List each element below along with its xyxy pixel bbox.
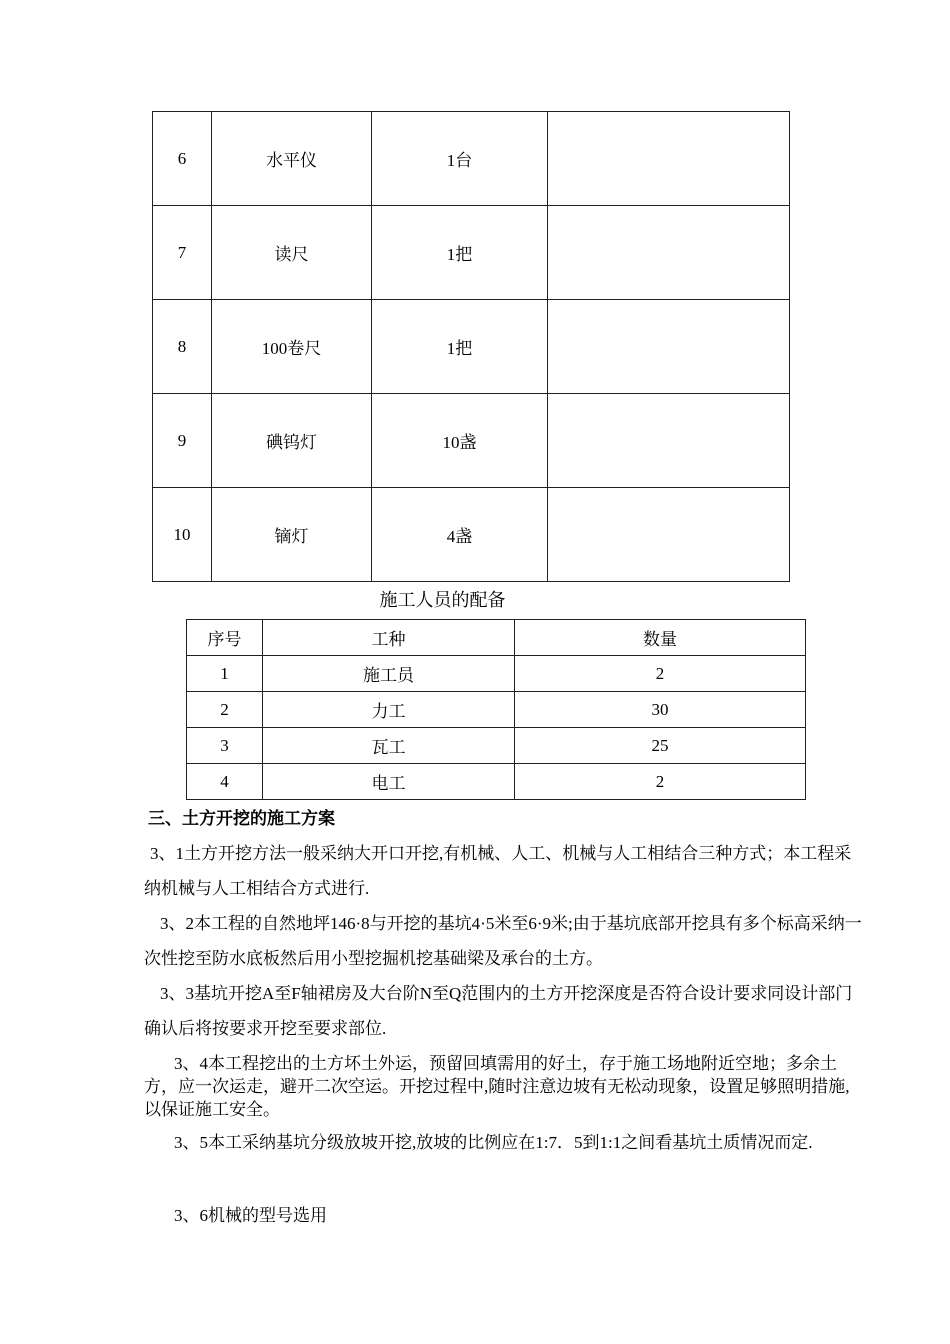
staff-type: 施工员 [263, 656, 515, 692]
staff-no: 3 [187, 728, 263, 764]
table-row [153, 394, 790, 488]
table-row [187, 692, 806, 728]
table-row [187, 656, 806, 692]
staff-qty: 2 [515, 764, 806, 800]
paragraph-3-6: 3、6机械的型号选用 [174, 1206, 327, 1225]
equipment-no: 7 [153, 206, 212, 300]
staff-type: 电工 [263, 764, 515, 800]
equipment-note [548, 488, 790, 582]
equipment-name: 镝灯 [212, 488, 372, 582]
equipment-no: 10 [153, 488, 212, 582]
equipment-name: 读尺 [212, 206, 372, 300]
equipment-note [548, 394, 790, 488]
table-row [187, 764, 806, 800]
table-header-row [187, 620, 806, 656]
column-header-qty: 数量 [515, 620, 806, 656]
paragraph-3-1: 3、1土方开挖方法一般采纳大开口开挖,有机械、人工、机械与人工相结合三种方式；本工程采纳机械与人工相结合方式进行. [144, 844, 852, 898]
paragraph-3-5: 3、5本工采纳基坑分级放坡开挖,放坡的比例应在1:7．5到1:1之间看基坑土质情况而定. [174, 1133, 813, 1152]
equipment-table [152, 111, 790, 582]
equipment-qty: 1把 [372, 300, 548, 394]
equipment-no: 6 [153, 112, 212, 206]
staff-no: 1 [187, 656, 263, 692]
equipment-name: 100卷尺 [212, 300, 372, 394]
column-header-no: 序号 [187, 620, 263, 656]
equipment-note [548, 112, 790, 206]
paragraph-3-4: 3、4本工程挖出的土方坏土外运，预留回填需用的好土，存于施工场地附近空地；多余土方，应一次运走，避开二次空运。开挖过程中,随时注意边坡有无松动现象，设置足够照明措施,以保证施工安全。 [144, 1054, 850, 1119]
equipment-name: 水平仪 [212, 112, 372, 206]
staff-qty: 25 [515, 728, 806, 764]
staff-qty: 30 [515, 692, 806, 728]
staff-type: 瓦工 [263, 728, 515, 764]
staff-no: 2 [187, 692, 263, 728]
equipment-no: 9 [153, 394, 212, 488]
table-row [153, 300, 790, 394]
table-row [153, 112, 790, 206]
table-row [153, 206, 790, 300]
staff-qty: 2 [515, 656, 806, 692]
staff-table-caption: 施工人员的配备 [379, 590, 506, 610]
equipment-qty: 4盏 [372, 488, 548, 582]
equipment-qty: 1把 [372, 206, 548, 300]
equipment-note [548, 206, 790, 300]
equipment-qty: 10盏 [372, 394, 548, 488]
table-row [187, 728, 806, 764]
staff-no: 4 [187, 764, 263, 800]
table-row [153, 488, 790, 582]
staff-type: 力工 [263, 692, 515, 728]
equipment-qty: 1台 [372, 112, 548, 206]
paragraph-3-3: 3、3基坑开挖A至F轴裙房及大台阶N至Q范围内的土方开挖深度是否符合设计要求同设计部门确认后将按要求开挖至要求部位. [144, 984, 853, 1038]
column-header-type: 工种 [263, 620, 515, 656]
equipment-note [548, 300, 790, 394]
equipment-name: 碘钨灯 [212, 394, 372, 488]
equipment-no: 8 [153, 300, 212, 394]
paragraph-3-2: 3、2本工程的自然地坪146·8与开挖的基坑4·5米至6·9米;由于基坑底部开挖具有多个标高采纳一次性挖至防水底板然后用小型挖掘机挖基础梁及承台的土方。 [144, 914, 862, 968]
staff-table [186, 619, 806, 800]
section-heading: 三、土方开挖的施工方案 [148, 809, 335, 828]
